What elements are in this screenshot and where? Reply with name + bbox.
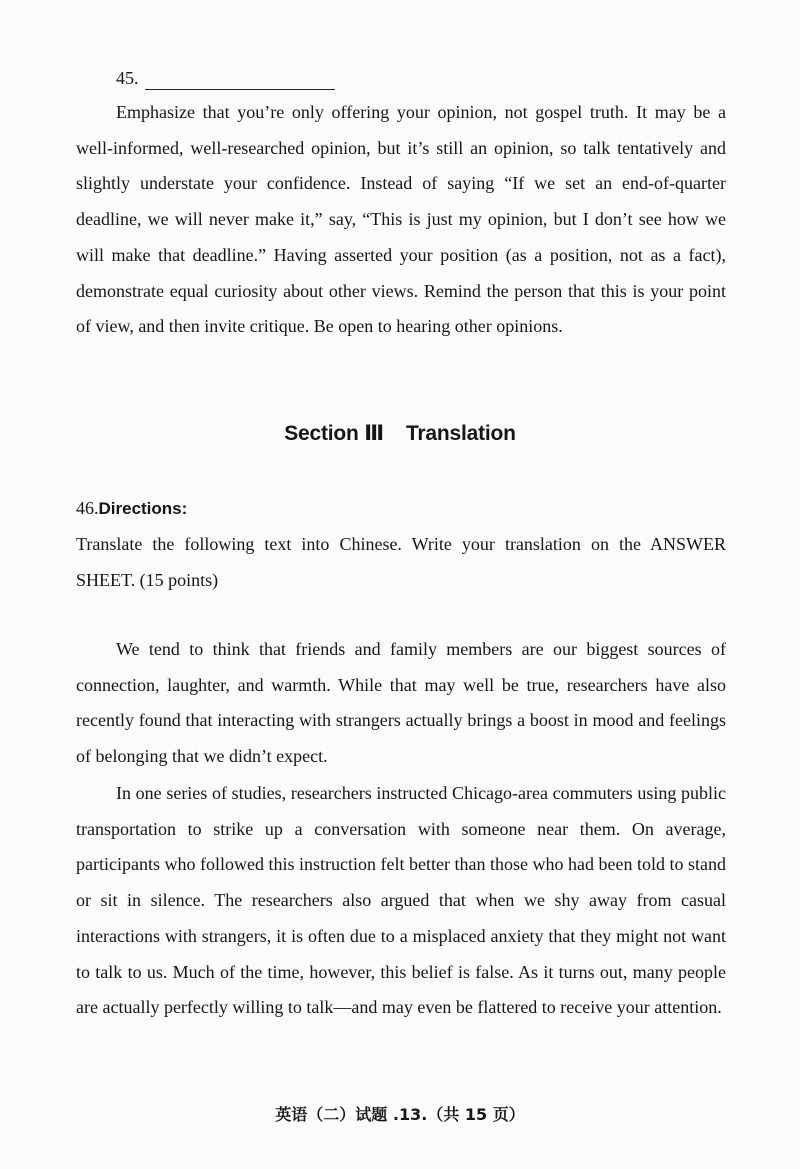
section-title: Translation <box>405 422 516 445</box>
question-45-header <box>116 66 335 90</box>
question-45-number: 45. <box>116 68 139 88</box>
answer-blank-line <box>145 71 335 90</box>
translation-paragraph-2-text: In one series of studies, researchers instructed Chicago-area commuters using public transportation to strike up a conversation with someone near them. On average, participants who followed this instruction felt better than those who had been told to stand or sit in silence. The researchers also argued that when we shy away from casual interactions with strangers, it is often due to a misplaced anxiety that they might not want to talk to us. Much of the time, however, this belief is false. As it turns out, many people are actually perfectly willing to talk—and may even be flattered to receive your attention. <box>76 783 726 1018</box>
translation-paragraph-2 <box>76 776 726 1026</box>
translation-paragraph-1-text: We tend to think that friends and family members are our biggest sources of connection, laughter, and warmth. While that may well be true, researchers have also recently found that interacting with strangers actually brings a boost in mood and feelings of belonging that we didn’t expect. <box>76 639 726 767</box>
question-45-passage <box>76 95 726 345</box>
translation-paragraph-1 <box>76 632 726 775</box>
section-heading <box>0 420 800 448</box>
section-label: Section Ⅲ <box>284 422 384 445</box>
question-46-header <box>76 496 187 521</box>
question-46-number: 46. <box>76 498 99 518</box>
directions-text: Translate the following text into Chinese. Write your translation on the ANSWER SHEET. (15 points) <box>76 534 726 590</box>
question-45-passage-text: Emphasize that you’re only offering your opinion, not gospel truth. It may be a well-informed, well-researched opinion, but it’s still an opinion, so talk tentatively and slightly understate your confidence. Instead of saying “If we set an end-of-quarter deadline, we will never make it,” say, “This is just my opinion, but I don’t see how we will make that deadline.” Having asserted your position (as a position, not as a fact), demonstrate equal curiosity about other views. Remind the person that this is your point of view, and then invite critique. Be open to hearing other opinions. <box>76 102 726 337</box>
page-footer: 英语（二）试题 .13.（共 15 页） <box>275 1105 525 1124</box>
directions-label: Directions: <box>98 499 188 518</box>
